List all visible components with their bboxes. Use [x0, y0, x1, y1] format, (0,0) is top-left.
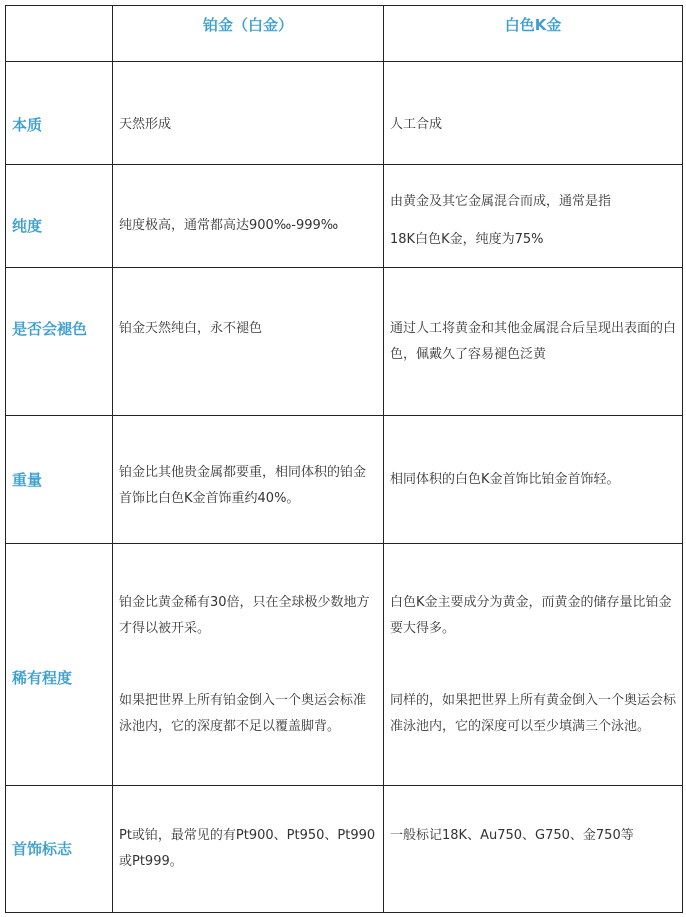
row-label: 稀有程度 [6, 544, 113, 786]
platinum-cell [113, 268, 384, 416]
white-gold-cell [384, 62, 683, 165]
cell-text: 天然形成 [119, 117, 172, 132]
white-gold-cell [384, 544, 683, 786]
cell-text: 通过人工将黄金和其他金属混合后呈现出表面的白色，佩戴久了容易褪色泛黄 [390, 321, 677, 362]
table-row [6, 268, 683, 416]
table-row [6, 165, 683, 268]
row-label: 首饰标志 [6, 786, 113, 913]
cell-text: 一般标记18K、Au750、G750、金750等 [390, 828, 634, 843]
row-label: 是否会褪色 [6, 268, 113, 416]
cell-text: Pt或铂，最常见的有Pt900、Pt950、Pt990或Pt999。 [119, 828, 376, 869]
cell-text: 铂金天然纯白，永不褪色 [119, 321, 263, 336]
table-row [6, 62, 683, 165]
table-row [6, 416, 683, 544]
cell-text: 人工合成 [390, 117, 443, 132]
white-gold-cell [384, 786, 683, 913]
white-gold-cell [384, 416, 683, 544]
comparison-table [5, 5, 683, 913]
cell-text: 由黄金及其它金属混合而成，通常是指 [390, 194, 612, 209]
header-white-gold: 白色K金 [384, 6, 683, 62]
platinum-cell [113, 62, 384, 165]
platinum-cell [113, 416, 384, 544]
white-gold-cell [384, 268, 683, 416]
cell-text: 相同体积的白色K金首饰比铂金首饰轻。 [390, 471, 620, 487]
cell-text: 纯度极高，通常都高达900‰-999‰ [119, 218, 339, 233]
white-gold-cell [384, 165, 683, 268]
header-row [6, 6, 683, 62]
header-platinum: 铂金（白金） [113, 6, 384, 62]
cell-text: 白色K金主要成分为黄金，而黄金的储存量比铂金要大得多。 [390, 594, 672, 636]
cell-text: 铂金比其他贵金属都要重，相同体积的铂金首饰比白色K金首饰重约40%。 [119, 464, 367, 506]
platinum-cell [113, 544, 384, 786]
row-label: 纯度 [6, 165, 113, 268]
cell-text: 铂金比黄金稀有30倍，只在全球极少数地方才得以被开采。 [119, 594, 370, 636]
corner-cell [6, 6, 113, 62]
cell-text: 如果把世界上所有铂金倒入一个奥运会标准泳池内，它的深度都不足以覆盖脚背。 [119, 692, 367, 734]
cell-text: 18K白色K金，纯度为75% [390, 232, 544, 247]
row-label: 本质 [6, 62, 113, 165]
cell-text: 同样的，如果把世界上所有黄金倒入一个奥运会标准泳池内，它的深度可以至少填满三个泳池。 [390, 692, 677, 734]
table-row [6, 786, 683, 913]
table-row [6, 544, 683, 786]
platinum-cell [113, 165, 384, 268]
row-label: 重量 [6, 416, 113, 544]
platinum-cell [113, 786, 384, 913]
